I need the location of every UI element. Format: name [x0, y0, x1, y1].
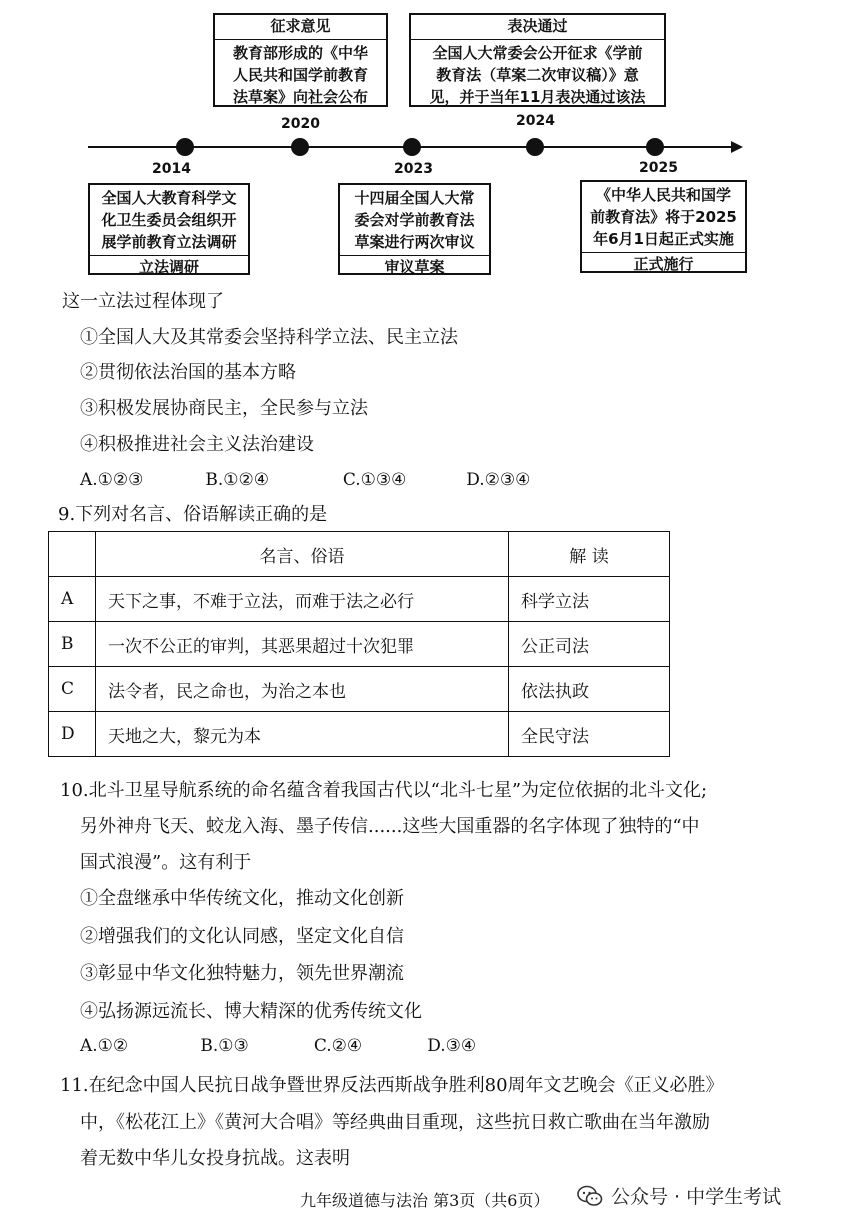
table-cell-quote: 天下之事，不难于立法，而难于法之必行	[96, 577, 509, 622]
timeline-box-line: 人民共和国学前教育	[232, 66, 368, 84]
q11-stem-line: 中，《松花江上》《黄河大合唱》等经典曲目重现，这些抗日救亡歌曲在当年激励	[80, 1112, 710, 1133]
table-header-cell: 名言、俗语	[96, 532, 509, 577]
q10-stem-line: 另外神舟飞天、蛟龙入海、墨子传信......这些大国重器的名字体现了独特的“中	[80, 816, 700, 837]
timeline-box-line: 教育部形成的《中华	[232, 44, 368, 62]
q11-stem-line: 11.在纪念中国人民抗日战争暨世界反法西斯战争胜利80周年文艺晚会《正义必胜》	[60, 1075, 724, 1096]
table-cell-interpretation: 依法执政	[509, 667, 670, 712]
timeline-box-line: 展学前教育立法调研	[101, 233, 237, 251]
timeline-box-title: 表决通过	[411, 15, 664, 40]
timeline-dot-2020	[291, 138, 309, 156]
timeline-dot-2025	[646, 138, 664, 156]
table-cell-letter: C	[49, 667, 96, 712]
q9-table	[48, 531, 670, 757]
timeline-arrow-icon	[731, 141, 743, 153]
table-cell-interpretation: 全民守法	[509, 712, 670, 757]
year-label-2025: 2025	[639, 160, 678, 176]
watermark	[577, 1182, 781, 1209]
table-header-row	[49, 532, 670, 577]
q10-item: ③彰显中华文化独特魅力，领先世界潮流	[80, 963, 404, 984]
timeline-box-solicit-opinions	[213, 13, 388, 107]
timeline-box-line: 《中华人民共和国学	[595, 186, 731, 204]
q11-stem-line: 着无数中华儿女投身抗战。这表明	[80, 1148, 350, 1169]
q10-option-d[interactable]: D.③④	[427, 1036, 477, 1056]
table-row	[49, 622, 670, 667]
timeline-box-line: 十四届全国人大常	[354, 189, 475, 207]
q10-stem-line: 国式浪漫”。这有利于	[80, 852, 252, 873]
q9-stem: 9.下列对名言、俗语解读正确的是	[58, 504, 328, 525]
q8-item: ②贯彻依法治国的基本方略	[80, 362, 296, 383]
timeline-box-line: 法草案》向社会公布	[232, 88, 368, 106]
q8-item: ①全国人大及其常委会坚持科学立法、民主立法	[80, 327, 458, 348]
timeline-box-review-draft	[338, 183, 491, 275]
year-label-2024: 2024	[516, 113, 555, 129]
watermark-text: 公众号 · 中学生考试	[611, 1186, 782, 1208]
table-header-cell	[49, 532, 96, 577]
timeline-box-line: 前教育法》将于2025	[590, 208, 737, 226]
q10-options	[80, 1036, 476, 1056]
q8-option-d[interactable]: D.②③④	[466, 470, 531, 490]
timeline-box-official-implementation	[580, 180, 747, 273]
q8-stem: 这一立法过程体现了	[62, 291, 224, 312]
year-label-2014: 2014	[152, 161, 191, 177]
table-cell-letter: B	[49, 622, 96, 667]
year-label-2023: 2023	[394, 161, 433, 177]
q10-stem-line: 10.北斗卫星导航系统的命名蕴含着我国古代以“北斗七星”为定位依据的北斗文化;	[60, 780, 708, 801]
timeline-box-title: 立法调研	[90, 255, 248, 280]
timeline-box-line: 全国人大教育科学文	[101, 189, 237, 207]
q10-item: ①全盘继承中华传统文化，推动文化创新	[80, 888, 404, 909]
table-cell-interpretation: 公正司法	[509, 622, 670, 667]
table-cell-letter: A	[49, 577, 96, 622]
timeline-box-vote-passed	[409, 13, 666, 107]
q10-option-c[interactable]: C.②④	[313, 1036, 363, 1056]
timeline-dot-2023	[403, 138, 421, 156]
table-cell-quote: 天地之大，黎元为本	[96, 712, 509, 757]
timeline-box-line: 年6月1日起正式实施	[593, 230, 734, 248]
timeline-box-legislative-research	[88, 183, 250, 275]
q8-options	[80, 470, 530, 490]
q10-item: ②增强我们的文化认同感，坚定文化自信	[80, 926, 404, 947]
timeline-box-line: 草案进行两次审议	[354, 233, 475, 251]
table-row	[49, 667, 670, 712]
table-row	[49, 712, 670, 757]
page-footer: 九年级道德与法治 第3页（共6页）	[300, 1191, 550, 1210]
table-header-cell: 解 读	[509, 532, 670, 577]
timeline-box-line: 见，并于当年11月表决通过该法	[429, 88, 646, 106]
q10-option-a[interactable]: A.①②	[80, 1036, 129, 1056]
q8-item: ④积极推进社会主义法治建设	[80, 434, 314, 455]
table-cell-quote: 一次不公正的审判，其恶果超过十次犯罪	[96, 622, 509, 667]
timeline-box-line: 教育法（草案二次审议稿）》意	[436, 66, 639, 84]
table-cell-quote: 法令者，民之命也，为治之本也	[96, 667, 509, 712]
q8-option-a[interactable]: A.①②③	[80, 470, 144, 490]
timeline-box-line: 化卫生委员会组织开	[101, 211, 237, 229]
q8-option-b[interactable]: B.①②④	[205, 470, 270, 490]
timeline-dot-2014	[176, 138, 194, 156]
timeline-box-line: 委会对学前教育法	[354, 211, 475, 229]
year-label-2020: 2020	[281, 116, 320, 132]
timeline-box-title: 征求意见	[215, 15, 386, 40]
timeline-box-line: 全国人大常委会公开征求《学前	[432, 44, 643, 62]
timeline-box-title: 审议草案	[340, 255, 489, 280]
wechat-icon	[577, 1185, 603, 1207]
table-cell-letter: D	[49, 712, 96, 757]
q10-item: ④弘扬源远流长、博大精深的优秀传统文化	[80, 1001, 422, 1022]
table-row	[49, 577, 670, 622]
q10-option-b[interactable]: B.①③	[200, 1036, 249, 1056]
q8-item: ③积极发展协商民主，全民参与立法	[80, 398, 368, 419]
table-cell-interpretation: 科学立法	[509, 577, 670, 622]
timeline-box-title: 正式施行	[582, 252, 745, 277]
q8-option-c[interactable]: C.①③④	[342, 470, 407, 490]
timeline-dot-2024	[526, 138, 544, 156]
